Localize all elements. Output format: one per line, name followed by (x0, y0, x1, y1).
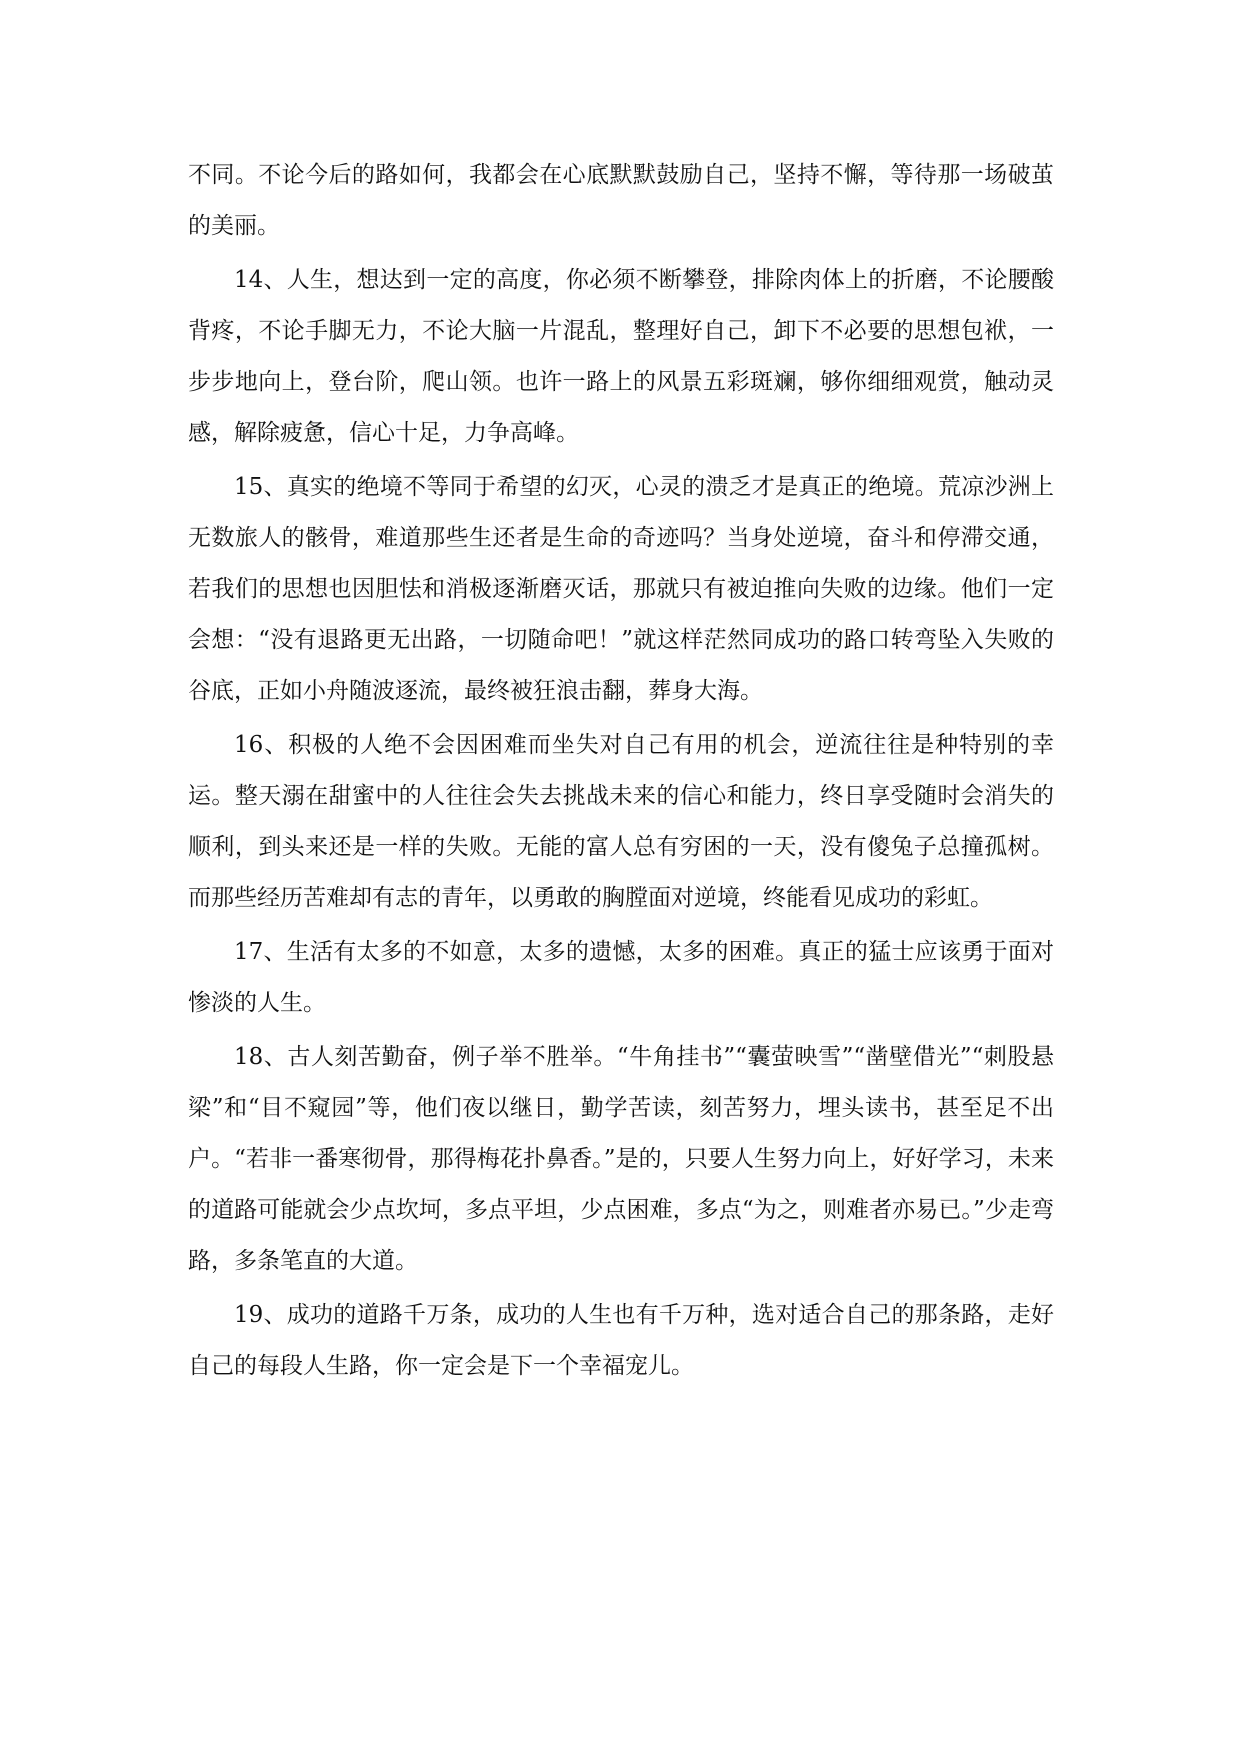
paragraph-continuation: 不同。不论今后的路如何，我都会在心底默默鼓励自己，坚持不懈，等待那一场破茧的美丽。 (188, 162, 1054, 239)
paragraph-18: 18、古人刻苦勤奋，例子举不胜举。“牛角挂书”“囊萤映雪”“凿壁借光”“刺股悬梁”和“目不窥园”等，他们夜以继日，勤学苦读，刻苦努力，埋头读书，甚至足不出户。“若非一番寒彻骨，那得梅花扑鼻香。”是的，只要人生努力向上，好好学习，未来的道路可能就会少点坎坷，多点平坦，少点困难，多点“为之，则难者亦易已。”少走弯路，多条笔直的大道。 (188, 1044, 1054, 1274)
paragraph-15: 15、真实的绝境不等同于希望的幻灭，心灵的溃乏才是真正的绝境。荒凉沙洲上无数旅人的骸骨，难道那些生还者是生命的奇迹吗？当身处逆境，奋斗和停滞交通，若我们的思想也因胆怯和消极逐渐磨灭话，那就只有被迫推向失败的边缘。他们一定会想：“没有退路更无出路，一切随命吧！”就这样茫然同成功的路口转弯坠入失败的谷底，正如小舟随波逐流，最终被狂浪击翻，葬身大海。 (188, 474, 1054, 704)
paragraph-16: 16、积极的人绝不会因困难而坐失对自己有用的机会，逆流往往是种特别的幸运。整天溺在甜蜜中的人往往会失去挑战未来的信心和能力，终日享受随时会消失的顺利，到头来还是一样的失败。无能的富人总有穷困的一天，没有傻兔子总撞孤树。而那些经历苦难却有志的青年，以勇敢的胸膛面对逆境，终能看见成功的彩虹。 (188, 732, 1054, 911)
paragraph-19: 19、成功的道路千万条，成功的人生也有千万种，选对适合自己的那条路，走好自己的每段人生路，你一定会是下一个幸福宠儿。 (188, 1302, 1054, 1379)
paragraph-14: 14、人生，想达到一定的高度，你必须不断攀登，排除肉体上的折磨，不论腰酸背疼，不论手脚无力，不论大脑一片混乱，整理好自己，卸下不必要的思想包袱，一步步地向上，登台阶，爬山领。也许一路上的风景五彩斑斓，够你细细观赏，触动灵感，解除疲惫，信心十足，力争高峰。 (188, 267, 1054, 446)
paragraph-17: 17、生活有太多的不如意，太多的遗憾，太多的困难。真正的猛士应该勇于面对惨淡的人生。 (188, 939, 1054, 1016)
document-body (188, 150, 1054, 1395)
